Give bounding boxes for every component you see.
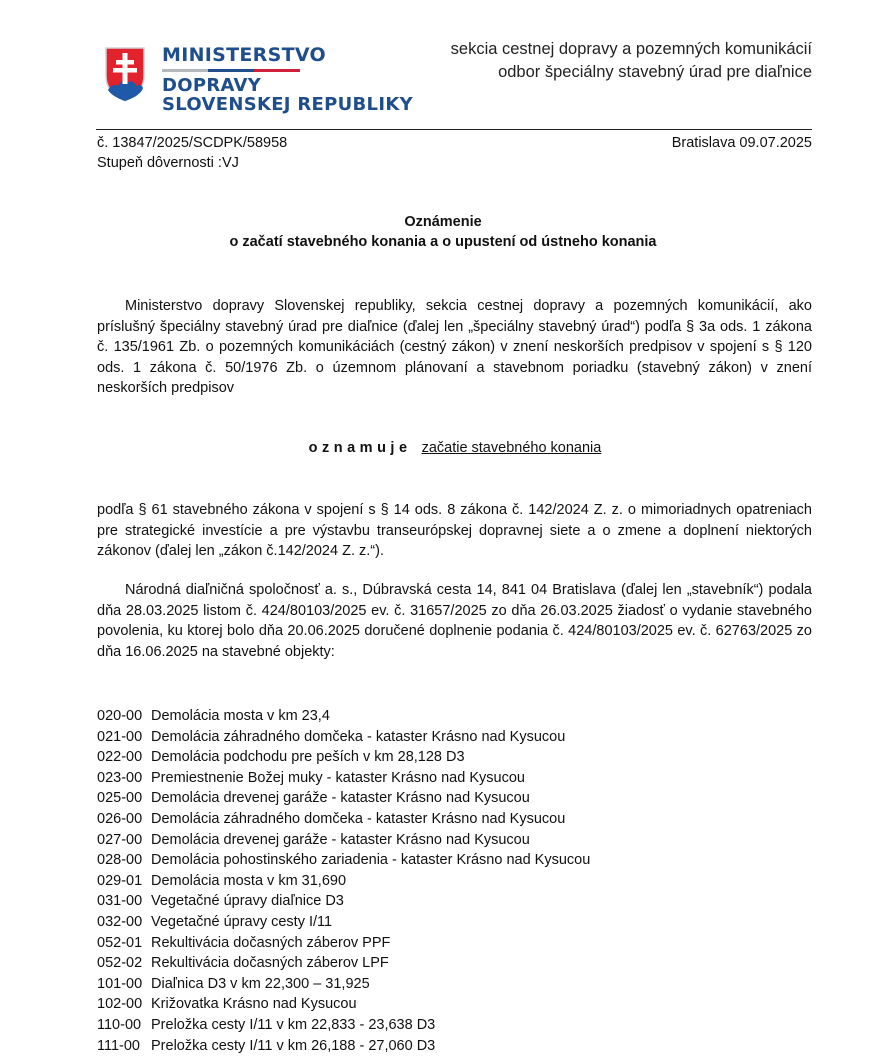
object-code: 110-00	[97, 1015, 151, 1036]
object-name: Demolácia záhradného domčeka - kataster Krásno nad Kysucou	[151, 811, 565, 827]
announcement-line	[0, 440, 886, 456]
list-item	[97, 850, 590, 871]
object-name: Demolácia mosta v km 31,690	[151, 873, 346, 889]
list-item	[97, 974, 590, 995]
department-heading	[451, 38, 812, 84]
list-item	[97, 912, 590, 933]
object-code: 111-00	[97, 1036, 151, 1056]
object-name: Preložka cesty I/11 v km 26,188 - 27,060 D3	[151, 1038, 435, 1054]
legal-basis-paragraph: podľa § 61 stavebného zákona v spojení s § 14 ods. 8 zákona č. 142/2024 Z. z. o mimoriadnych opatreniach pre strategické investície a pre výstavbu transeurópskej dopravnej siete a o zmene a doplnení niektorých zákonov (ďalej len „zákon č.142/2024 Z. z.“).	[97, 500, 812, 562]
object-code: 027-00	[97, 830, 151, 851]
logo-line-3: SLOVENSKEJ REPUBLIKY	[162, 94, 413, 115]
object-code: 032-00	[97, 912, 151, 933]
logo-tricolor-stripe	[162, 69, 300, 72]
list-item	[97, 1036, 590, 1056]
list-item	[97, 953, 590, 974]
header-divider	[96, 129, 812, 130]
list-item	[97, 891, 590, 912]
announce-object: začatie stavebného konania	[422, 440, 602, 456]
intro-paragraph	[97, 296, 812, 399]
logo-line-1: MINISTERSTVO	[162, 44, 326, 66]
object-code: 021-00	[97, 727, 151, 748]
object-code: 101-00	[97, 974, 151, 995]
object-name: Rekultivácia dočasných záberov LPF	[151, 955, 389, 971]
document-title: Oznámenie	[0, 214, 886, 230]
object-name: Vegetačné úpravy diaľnice D3	[151, 893, 344, 909]
object-name: Demolácia pohostinského zariadenia - kataster Krásno nad Kysucou	[151, 852, 590, 868]
object-code: 020-00	[97, 706, 151, 727]
object-name: Križovatka Krásno nad Kysucou	[151, 996, 357, 1012]
reference-block	[97, 133, 287, 173]
list-item	[97, 994, 590, 1015]
document-subtitle: o začatí stavebného konania a o upustení od ústneho konania	[0, 234, 886, 250]
object-code: 022-00	[97, 747, 151, 768]
object-code: 102-00	[97, 994, 151, 1015]
department-section: sekcia cestnej dopravy a pozemných komunikácií	[451, 38, 812, 61]
object-code: 025-00	[97, 788, 151, 809]
list-item	[97, 933, 590, 954]
list-item	[97, 727, 590, 748]
object-code: 028-00	[97, 850, 151, 871]
place-date: Bratislava 09.07.2025	[672, 133, 812, 153]
list-item	[97, 768, 590, 789]
reference-number: č. 13847/2025/SCDPK/58958	[97, 133, 287, 153]
object-name: Vegetačné úpravy cesty I/11	[151, 914, 332, 930]
list-item	[97, 747, 590, 768]
department-office: odbor špeciálny stavebný úrad pre diaľnice	[451, 61, 812, 84]
object-code: 052-02	[97, 953, 151, 974]
object-name: Demolácia záhradného domčeka - kataster Krásno nad Kysucou	[151, 729, 565, 745]
list-item	[97, 788, 590, 809]
object-code: 023-00	[97, 768, 151, 789]
logo-line-2: DOPRAVY	[162, 75, 261, 96]
object-code: 052-01	[97, 933, 151, 954]
object-name: Demolácia mosta v km 23,4	[151, 708, 330, 724]
applicant-paragraph	[97, 580, 812, 662]
announce-verb: oznamuje	[309, 440, 412, 456]
object-code: 029-01	[97, 871, 151, 892]
construction-objects-list	[97, 706, 590, 1056]
object-name: Premiestnenie Božej muky - kataster Krásno nad Kysucou	[151, 770, 525, 786]
object-name: Demolácia podchodu pre peších v km 28,128 D3	[151, 749, 465, 765]
intro-paragraph-text: Ministerstvo dopravy Slovenskej republiky, sekcia cestnej dopravy a pozemných komunikácií, ako príslušný špeciálny stavebný úrad pre diaľnice (ďalej len „špeciálny stavebný úrad“) podľa § 3a ods. 1 zákona č. 135/1961 Zb. o pozemných komunikáciách (cestný zákon) v znení neskorších predpisov v spojení s § 120 ods. 1 zákona č. 50/1976 Zb. o územnom plánovaní a stavebnom poriadku (stavebný zákon) v znení neskorších predpisov	[97, 298, 812, 396]
object-name: Demolácia drevenej garáže - kataster Krásno nad Kysucou	[151, 832, 530, 848]
ministry-logo	[104, 44, 394, 114]
confidentiality-level: Stupeň dôvernosti :VJ	[97, 153, 287, 173]
list-item	[97, 706, 590, 727]
object-code: 026-00	[97, 809, 151, 830]
list-item	[97, 1015, 590, 1036]
object-name: Rekultivácia dočasných záberov PPF	[151, 935, 390, 951]
object-code: 031-00	[97, 891, 151, 912]
applicant-paragraph-text: Národná diaľničná spoločnosť a. s., Dúbravská cesta 14, 841 04 Bratislava (ďalej len „stavebník“) podala dňa 28.03.2025 listom č. 424/80103/2025 ev. č. 31657/2025 zo dňa 26.03.2025 žiadosť o vydanie stavebného povolenia, ku ktorej bolo dňa 20.06.2025 doručené doplnenie podania č. 424/80103/2025 ev. č. 62763/2025 zo dňa 16.06.2025 na stavebné objekty:	[97, 582, 812, 660]
slovak-coat-of-arms-icon	[104, 46, 146, 102]
object-name: Preložka cesty I/11 v km 22,833 - 23,638 D3	[151, 1017, 435, 1033]
object-name: Demolácia drevenej garáže - kataster Krásno nad Kysucou	[151, 790, 530, 806]
object-name: Diaľnica D3 v km 22,300 – 31,925	[151, 976, 370, 992]
list-item	[97, 809, 590, 830]
list-item	[97, 830, 590, 851]
list-item	[97, 871, 590, 892]
